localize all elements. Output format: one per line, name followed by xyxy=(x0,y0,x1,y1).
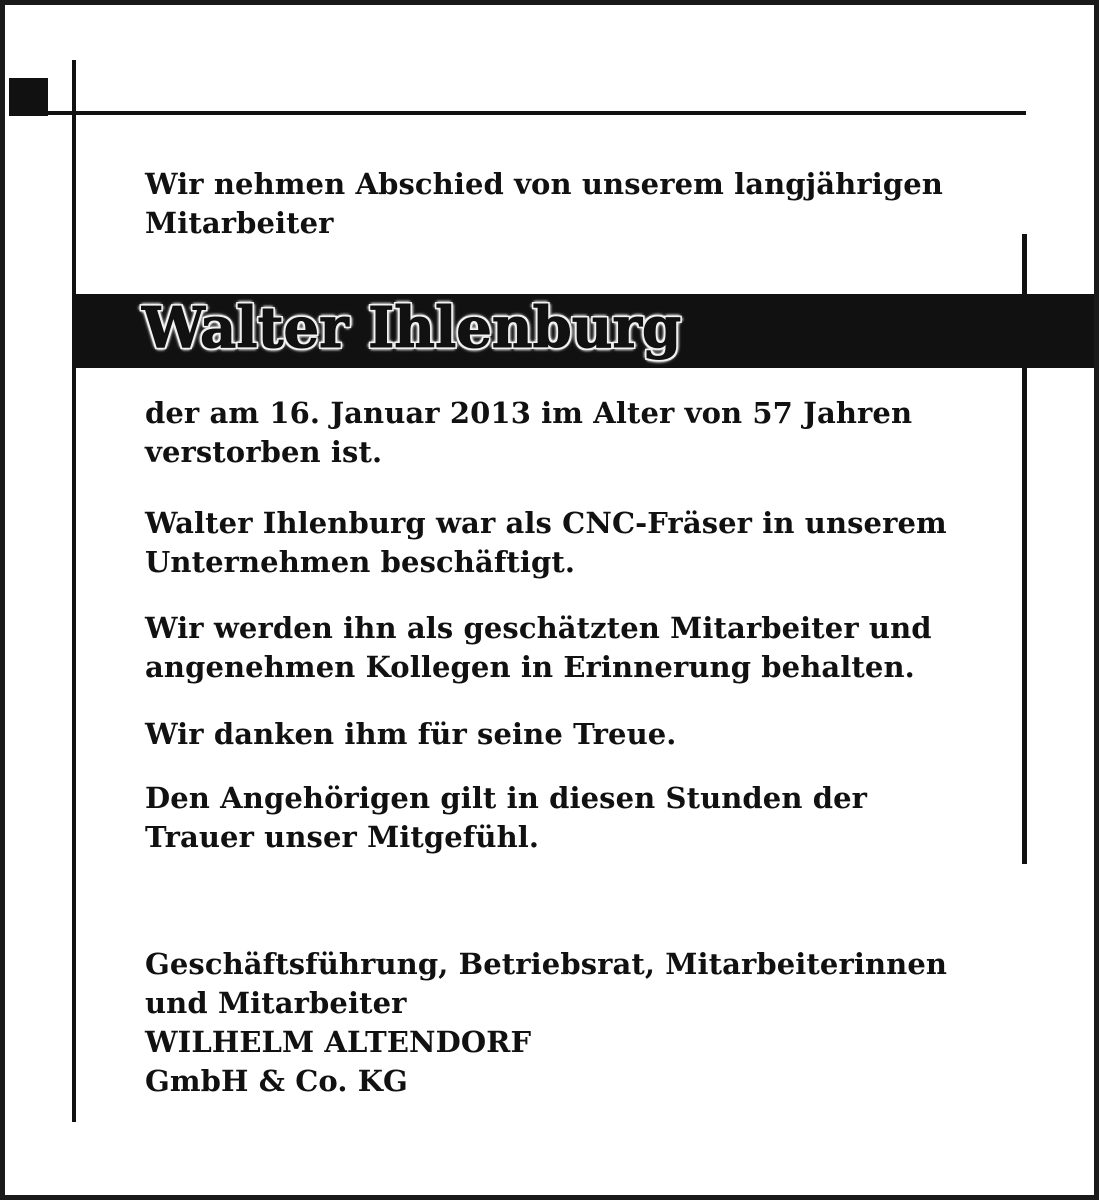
paragraph-line: Den Angehörigen gilt in diesen Stunden der xyxy=(145,781,868,815)
paragraph-line: verstorben ist. xyxy=(145,435,383,469)
paragraph-remembrance xyxy=(145,609,932,687)
paragraph-line: Walter Ihlenburg war als CNC-Fräser in unserem xyxy=(145,506,947,540)
paragraph-occupation xyxy=(145,504,947,582)
top-horizontal-rule xyxy=(48,111,1026,115)
paragraph-death-date xyxy=(145,394,912,472)
intro-line: Wir nehmen Abschied von unserem langjährigen xyxy=(145,167,943,201)
company-legal-form: GmbH & Co. KG xyxy=(145,1064,408,1098)
corner-square xyxy=(9,78,48,116)
paragraph-line: Trauer unser Mitgefühl. xyxy=(145,820,540,854)
paragraph-line: Wir danken ihm für seine Treue. xyxy=(145,717,677,751)
paragraph-line: Unternehmen beschäftigt. xyxy=(145,545,576,579)
company-name: WILHELM ALTENDORF xyxy=(145,1025,532,1059)
signature-line: Geschäftsführung, Betriebsrat, Mitarbeiterinnen xyxy=(145,947,948,981)
signature-line: und Mitarbeiter xyxy=(145,986,407,1020)
paragraph-line: Wir werden ihn als geschätzten Mitarbeiter und xyxy=(145,611,932,645)
paragraph-thanks xyxy=(145,715,677,754)
signature-block xyxy=(145,945,947,1101)
intro-text xyxy=(145,165,943,243)
deceased-name: Walter Ihlenburg xyxy=(142,295,682,361)
paragraph-line: angenehmen Kollegen in Erinnerung behalten. xyxy=(145,650,915,684)
left-vertical-rule xyxy=(72,60,76,1122)
intro-line: Mitarbeiter xyxy=(145,206,334,240)
paragraph-line: der am 16. Januar 2013 im Alter von 57 Jahren xyxy=(145,396,913,430)
paragraph-condolence xyxy=(145,779,867,857)
